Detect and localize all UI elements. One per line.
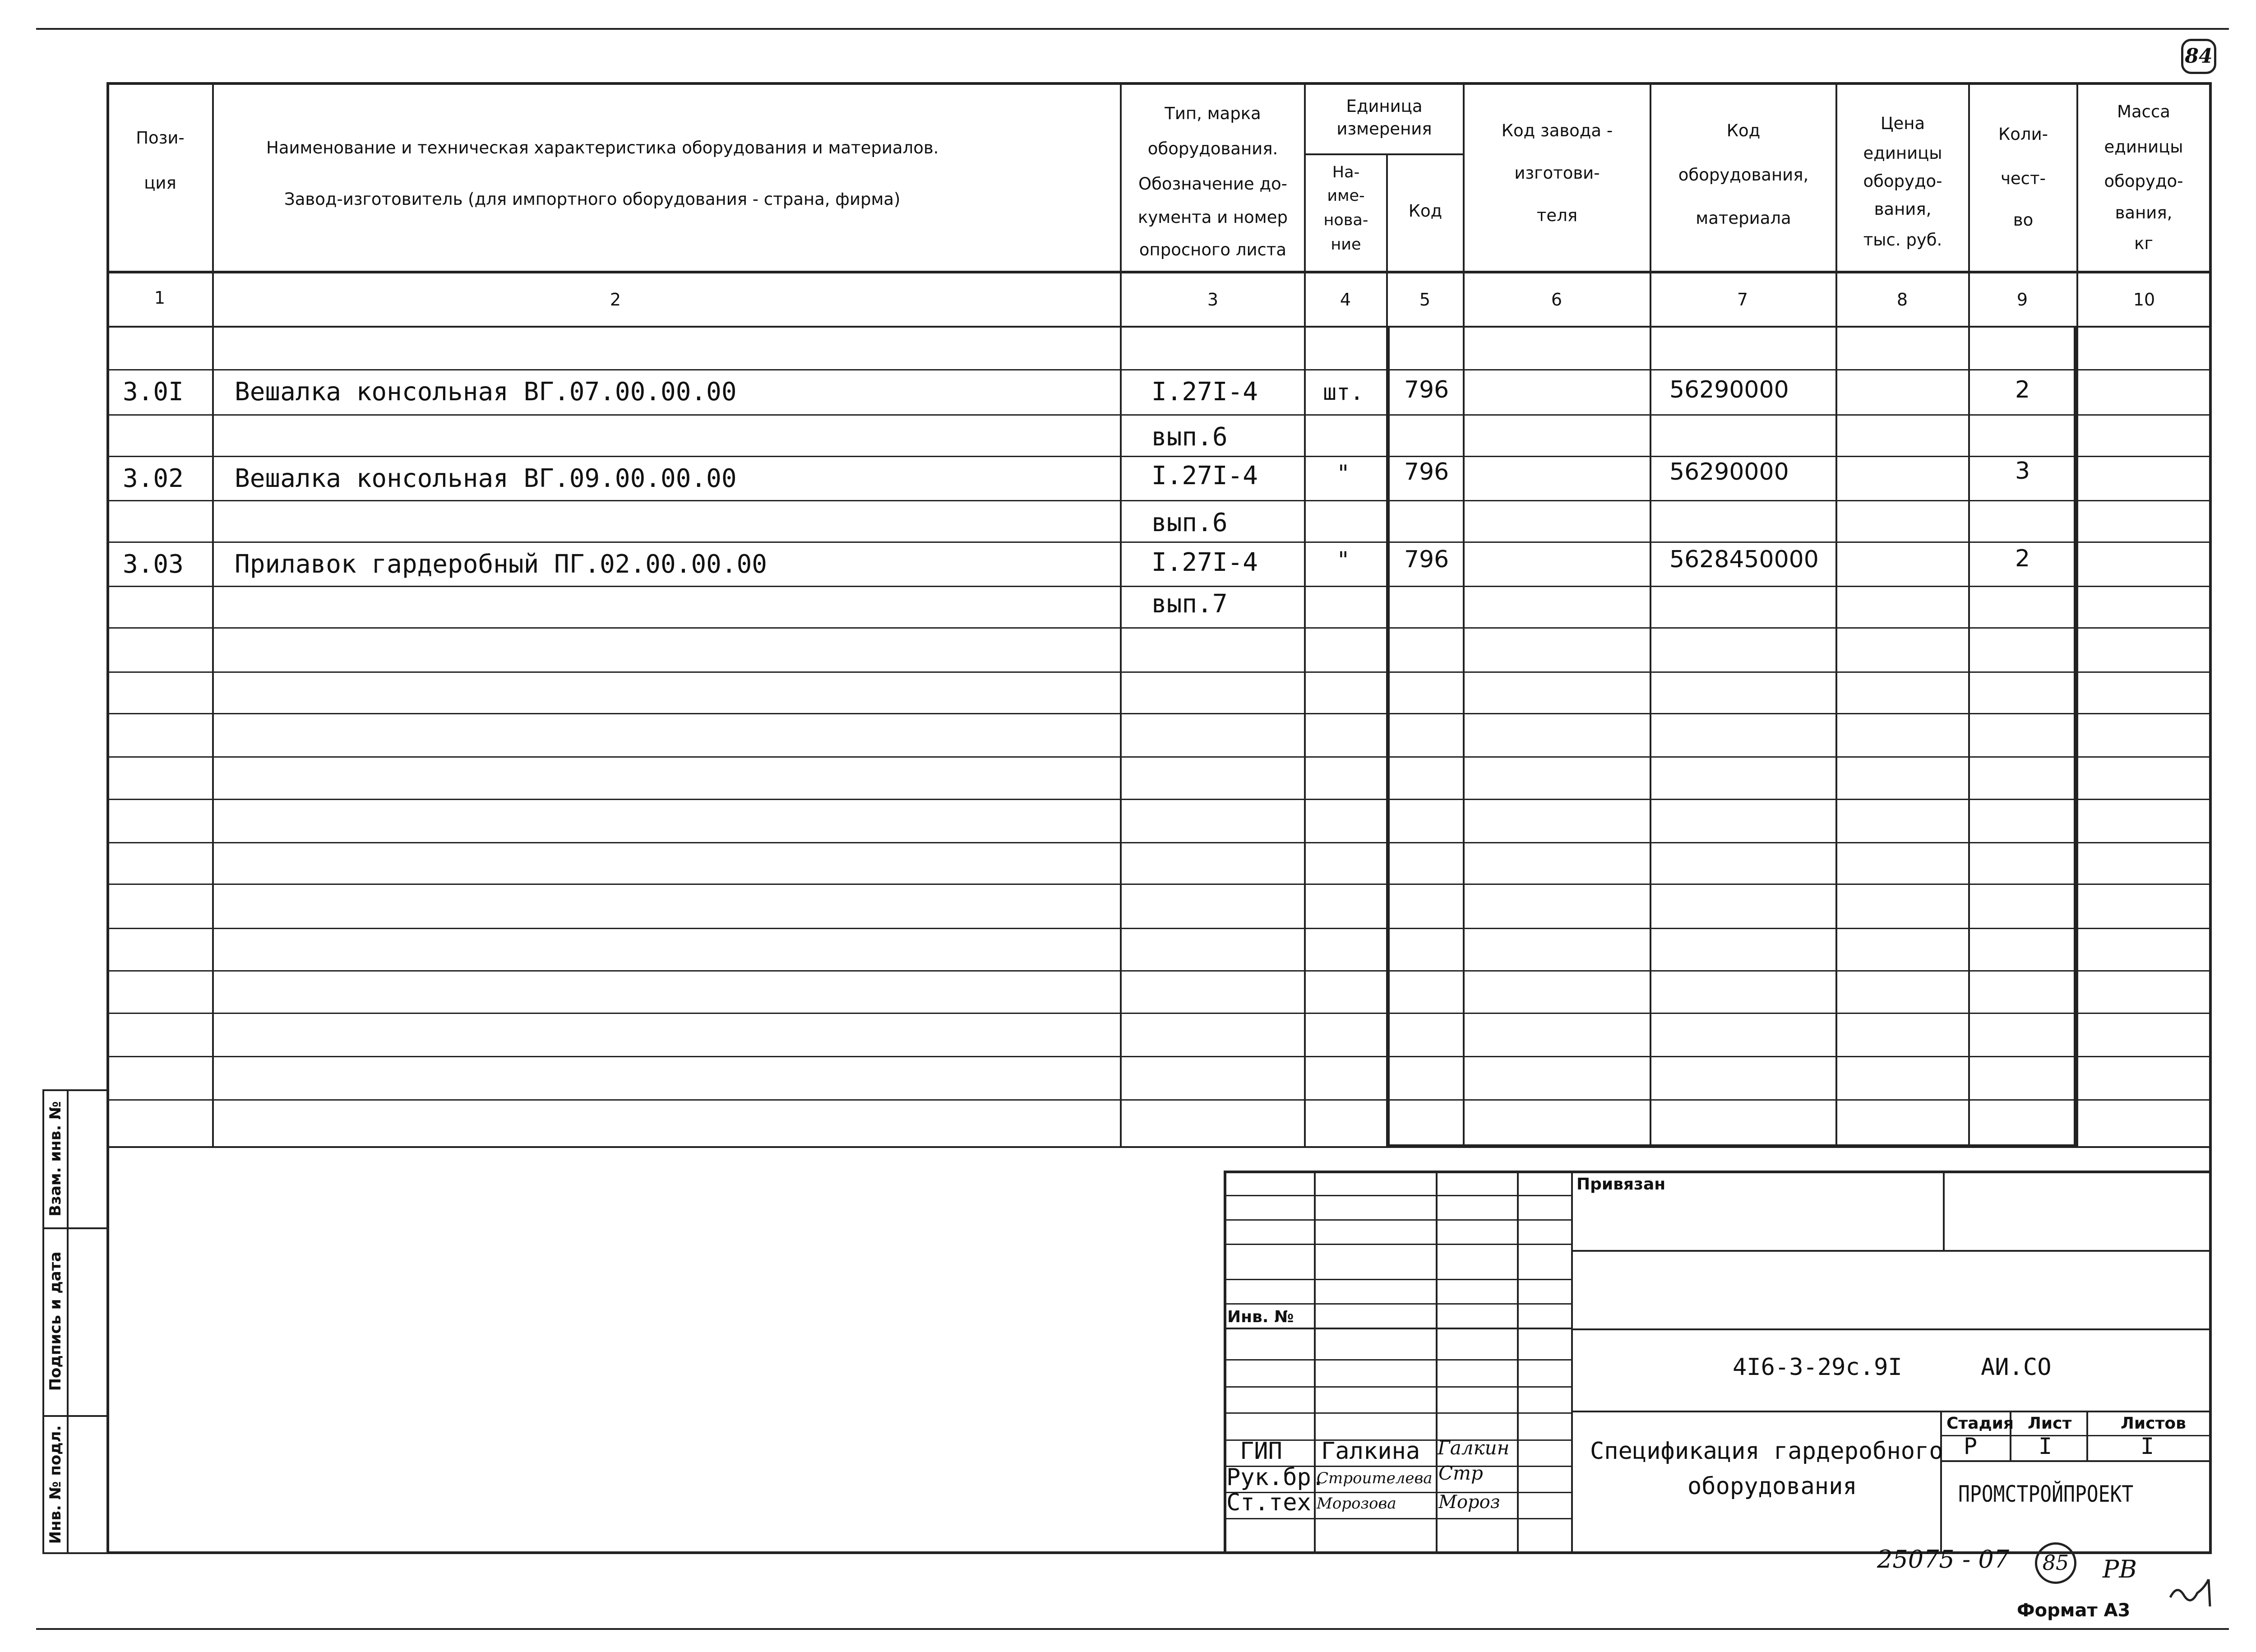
row-name: Прилавок гардеробный ПГ.02.00.00.00	[235, 550, 767, 579]
header-col5: Код	[1408, 201, 1442, 221]
row-type-issue: вып.6	[1151, 508, 1228, 537]
role-signature: Галкин	[1438, 1437, 1510, 1459]
row-position: 3.03	[123, 550, 184, 579]
row-name: Вешалка консольная ВГ.09.00.00.00	[235, 464, 737, 493]
side-label-signature-date: Подпись и дата	[46, 1251, 65, 1391]
row-type: I.27I-4	[1151, 377, 1258, 407]
row-position: 3.0I	[123, 377, 184, 407]
row-unit-code: 796	[1404, 458, 1449, 486]
row-unit: "	[1336, 547, 1350, 573]
role-signature: Стр	[1438, 1462, 1483, 1484]
organization-name: ПРОМСТРОЙПРОЕКТ	[1958, 1481, 2134, 1507]
role-label: Рук.бр.	[1226, 1464, 1326, 1491]
row-material-code: 5628450000	[1669, 546, 1819, 573]
role-name: Галкина	[1321, 1438, 1420, 1465]
stage-label: Стадия	[1946, 1414, 2014, 1433]
side-label-replace-inv: Взам. инв. №	[46, 1101, 65, 1217]
row-unit: шт.	[1323, 379, 1364, 405]
row-quantity: 2	[2015, 376, 2030, 403]
row-unit-code: 796	[1404, 376, 1449, 403]
sheet-number-badge: 84	[2181, 39, 2216, 74]
circled-number: 85	[2035, 1542, 2076, 1584]
row-material-code: 56290000	[1669, 376, 1789, 403]
stage-value: Р	[1964, 1433, 1978, 1459]
role-name: Морозова	[1317, 1495, 1396, 1513]
handwritten-mark: РВ	[2103, 1555, 2137, 1583]
row-name: Вешалка консольная ВГ.07.00.00.00	[235, 377, 737, 407]
format-label: Формат А3	[2017, 1600, 2131, 1621]
document-code: 4I6-3-29с.9I	[1733, 1354, 1902, 1381]
sheets-label: Листов	[2121, 1414, 2186, 1433]
role-label: Ст.тех	[1226, 1489, 1311, 1516]
role-name: Строителева	[1317, 1469, 1433, 1487]
side-label-original-inv: Инв. № подл.	[46, 1425, 65, 1544]
role-label: ГИП	[1240, 1438, 1282, 1465]
document-mark: АИ.СО	[1981, 1354, 2052, 1381]
privyazan-label: Привязан	[1576, 1175, 1666, 1194]
order-number: 25075 - 07	[1877, 1545, 2010, 1573]
row-quantity: 3	[2015, 458, 2030, 485]
sheet-label: Лист	[2028, 1414, 2072, 1433]
row-material-code: 56290000	[1669, 458, 1789, 486]
inv-no-label: Инв. №	[1227, 1308, 1294, 1326]
row-unit-code: 796	[1404, 546, 1449, 573]
sheets-value: I	[2140, 1433, 2154, 1459]
row-type-issue: вып.7	[1151, 589, 1228, 619]
row-unit: "	[1336, 460, 1350, 486]
row-type: I.27I-4	[1151, 548, 1258, 577]
role-signature: Мороз	[1438, 1492, 1500, 1513]
row-type-issue: вып.6	[1151, 422, 1228, 452]
sheet-value: I	[2039, 1433, 2053, 1459]
row-position: 3.02	[123, 464, 184, 493]
row-quantity: 2	[2015, 545, 2030, 572]
row-type: I.27I-4	[1151, 461, 1258, 491]
handwritten-scribble	[2166, 1575, 2215, 1611]
